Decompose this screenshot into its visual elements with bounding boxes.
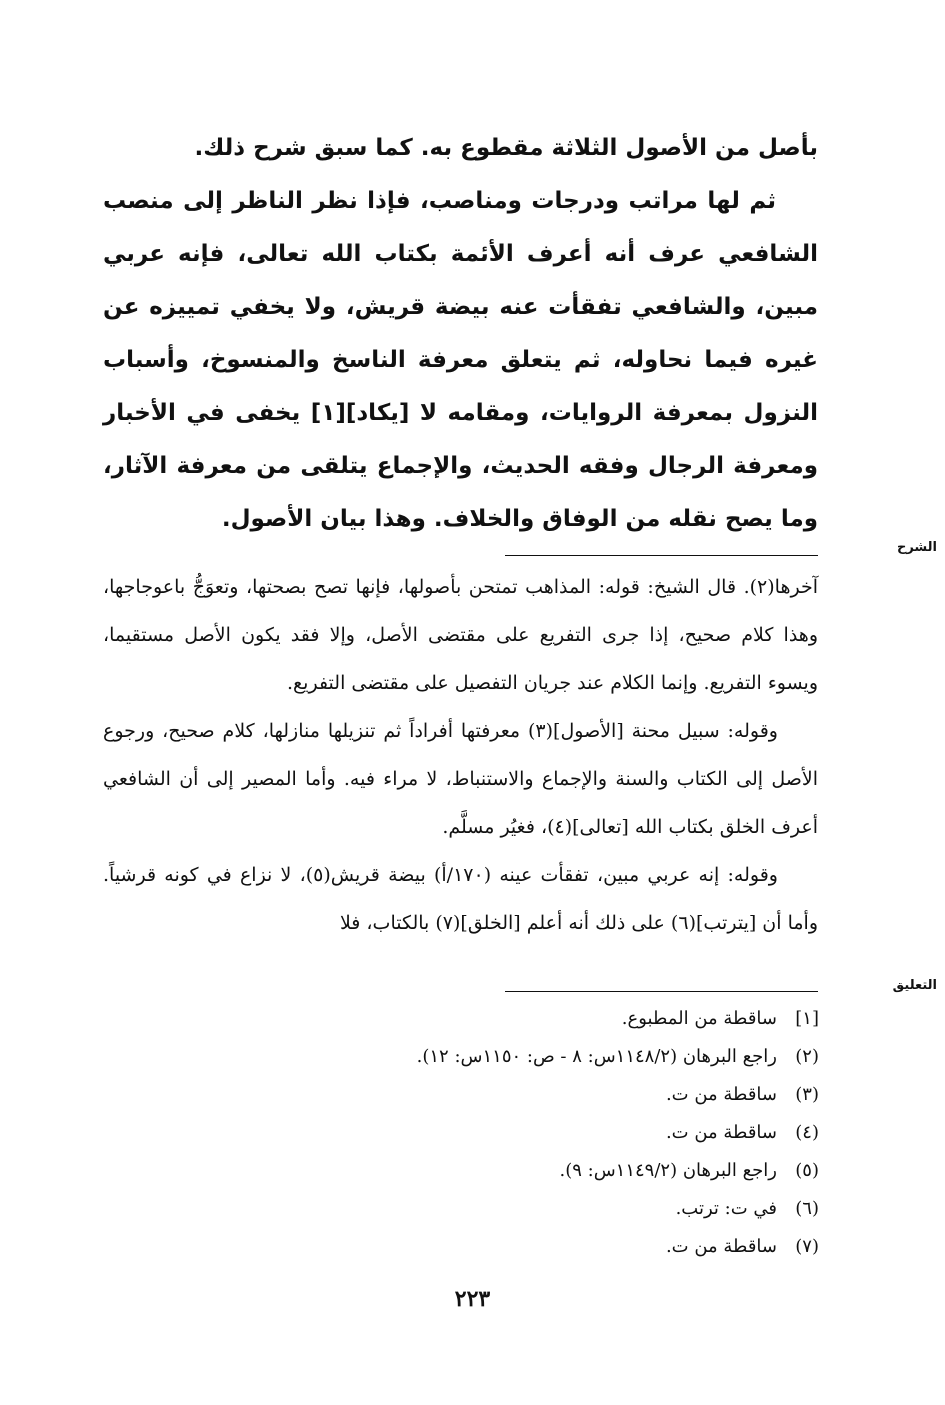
sharh-label: الشرح (896, 540, 937, 555)
footnote (417, 1152, 819, 1190)
taliq-divider (505, 991, 818, 992)
commentary-paragraph: وقوله: إنه عربي مبين، تفقأت عينه (١٧٠/أ) بيضة قريش(٥)، لا نزاع في كونه قرشياً. وأما أن [يترتب](٦) على ذلك أنه أعلم [الخلق](٧) بالكتاب، فلا (103, 864, 818, 934)
footnote-text: راجع البرهان (١١٤٨/٢س: ٨ - ص: ١١٥٠س: ١٢). (416, 1046, 777, 1067)
footnote-number: (٢) (795, 1046, 819, 1067)
footnote-number: (٧) (795, 1236, 819, 1257)
footnote (417, 1228, 819, 1266)
footnote-number: (٥) (795, 1160, 819, 1181)
main-text (103, 122, 818, 546)
footnote-text: ساقطة من ت. (665, 1122, 777, 1143)
footnote-text: راجع البرهان (١١٤٩/٢س: ٩). (559, 1160, 777, 1181)
commentary-paragraph: وقوله: سبيل محنة [الأصول](٣) معرفتها أفراداً ثم تنزيلها منازلها، كلام صحيح، ورجوع الأصل إلى الكتاب والسنة والإجماع والاستنباط، لا مراء فيه. وأما المصير إلى أن الشافعي أعرف الخلق بكتاب الله [تعالى](٤)، فغيُر مسلَّم. (103, 720, 818, 838)
footnote-number: [١] (795, 1008, 819, 1029)
sharh-divider (505, 555, 818, 556)
taliq-label: التعليق (892, 978, 937, 993)
footnote (417, 1190, 819, 1228)
footnote-number: (٤) (795, 1122, 819, 1143)
main-paragraph: بأصل من الأصول الثلاثة مقطوع به. كما سبق شرح ذلك. (194, 135, 818, 161)
footnote-number: (٣) (795, 1084, 819, 1105)
footnote-text: ساقطة من المطبوع. (621, 1008, 777, 1029)
main-paragraph: ثم لها مراتب ودرجات ومناصب، فإذا نظر الناظر إلى منصب الشافعي عرف أنه أعرف الأئمة بكتاب الله تعالى، فإنه عربي مبين، والشافعي تفقأت عنه بيضة قريش، ولا يخفي تمييزه عن غيره فيما نحاوله، ثم يتعلق معرفة الناسخ والمنسوخ، وأسباب النزول بمعرفة الروايات، ومقامه لا [يكاد][١] يخفى في الأخبار ومعرفة الرجال وفقه الحديث، والإجماع يتلقى من معرفة الآثار، وما يصح نقله من الوفاق والخلاف. وهذا بيان الأصول. (103, 188, 818, 532)
footnote-text: ساقطة من ت. (665, 1084, 777, 1105)
footnote (417, 1000, 819, 1038)
page-number: ٢٢٣ (454, 1286, 491, 1312)
footnote (417, 1114, 819, 1152)
footnote (417, 1076, 819, 1114)
commentary-paragraph: آخرها(٢). قال الشيخ: قوله: المذاهب تمتحن بأصولها، فإنها تصح بصحتها، وتعوَجُّ باعوجاجها، وهذا كلام صحيح، إذا جرى التفريع على مقتضى الأصل، وإلا فقد يكون الأصل مستقيما، ويسوء التفريع. وإنما الكلام عند جريان التفصيل على مقتضى التفريع. (103, 576, 818, 694)
footnote (417, 1038, 819, 1076)
footnote-text: ساقطة من ت. (665, 1236, 777, 1257)
footnote-number: (٦) (795, 1198, 819, 1219)
footnotes-list (417, 1000, 819, 1266)
footnote-text: في ت: ترتب. (675, 1198, 777, 1219)
commentary-text (103, 563, 818, 947)
